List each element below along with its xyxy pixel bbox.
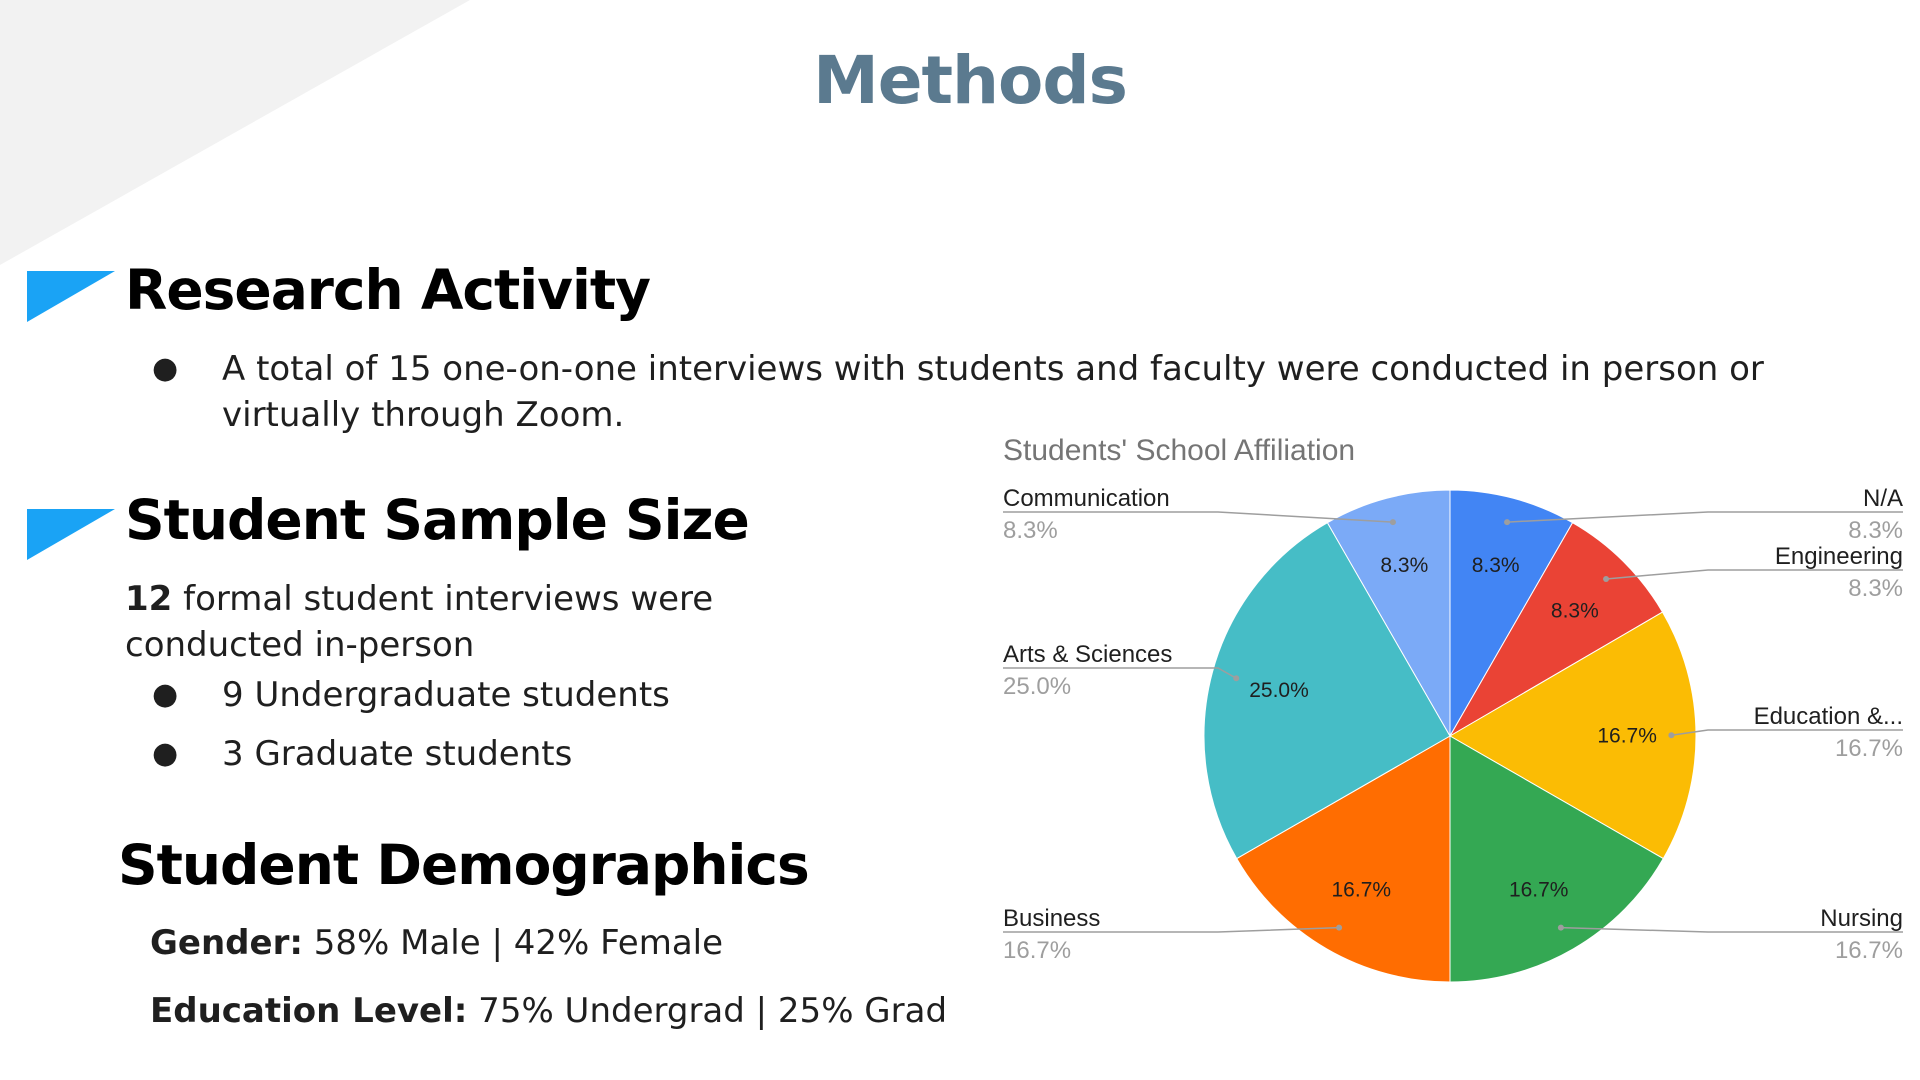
callout-value: 8.3% [1848,575,1903,602]
slice-value-label: 16.7% [1331,878,1392,902]
slide-title: Methods [813,42,1127,119]
callout-value: 16.7% [1003,937,1072,964]
student-sample-heading: Student Sample Size [125,488,749,552]
callout-name-education: Education &... [1753,703,1903,730]
education-value: 75% Undergrad | 25% Grad [467,991,948,1031]
leader-dot [1668,732,1674,738]
leader-dot [1603,576,1609,582]
education-label: Education Level: [150,991,468,1031]
sample-count: 12 [125,579,173,619]
bullet-icon: ● [152,736,179,771]
slice-value-label: 8.3% [1380,553,1429,577]
gender-label: Gender: [150,923,303,963]
bullet-icon: ● [152,351,179,386]
sample-bullet-text: 3 Graduate students [222,734,573,774]
slice-value-label: 16.7% [1508,878,1569,902]
callout-name-nursing: Nursing [1820,905,1903,932]
leader-dot [1504,519,1510,525]
research-bullet-text-line1: A total of 15 one-on-one interviews with students and faculty were conducted in person or [222,349,1764,389]
callout-value: 16.7% [1834,937,1903,964]
callout-value: 25.0% [1003,673,1072,700]
slice-value-label: 25.0% [1249,678,1309,702]
leader-dot [1558,925,1564,931]
sample-intro-rest: formal student interviews were [172,579,714,619]
bullet-icon: ● [152,677,179,712]
research-bullet-line2: virtually through Zoom. [222,395,625,435]
sample-intro-line2: conducted in-person [125,625,475,665]
slice-value-label: 8.3% [1471,553,1520,577]
callout-value: 8.3% [1848,517,1903,544]
slice-value-label: 16.7% [1597,724,1657,748]
chart-title: Students' School Affiliation [1003,434,1356,467]
leader-dot [1336,925,1342,931]
callout-value: 8.3% [1003,517,1058,544]
leader-dot [1390,519,1396,525]
callout-name-business: Business [1003,905,1101,932]
callout-value: 16.7% [1834,735,1903,762]
demographics-heading: Student Demographics [118,833,809,897]
gender-value: 58% Male | 42% Female [302,923,724,963]
callout-name-arts-sciences: Arts & Sciences [1003,641,1173,668]
callout-name-engineering: Engineering [1774,543,1903,570]
callout-name-communication: Communication [1003,485,1170,512]
sample-bullet-text: 9 Undergraduate students [222,675,670,715]
leader-dot [1233,675,1239,681]
research-activity-heading: Research Activity [125,258,650,322]
callout-name-n-a: N/A [1862,485,1903,512]
slice-value-label: 8.3% [1550,599,1599,623]
